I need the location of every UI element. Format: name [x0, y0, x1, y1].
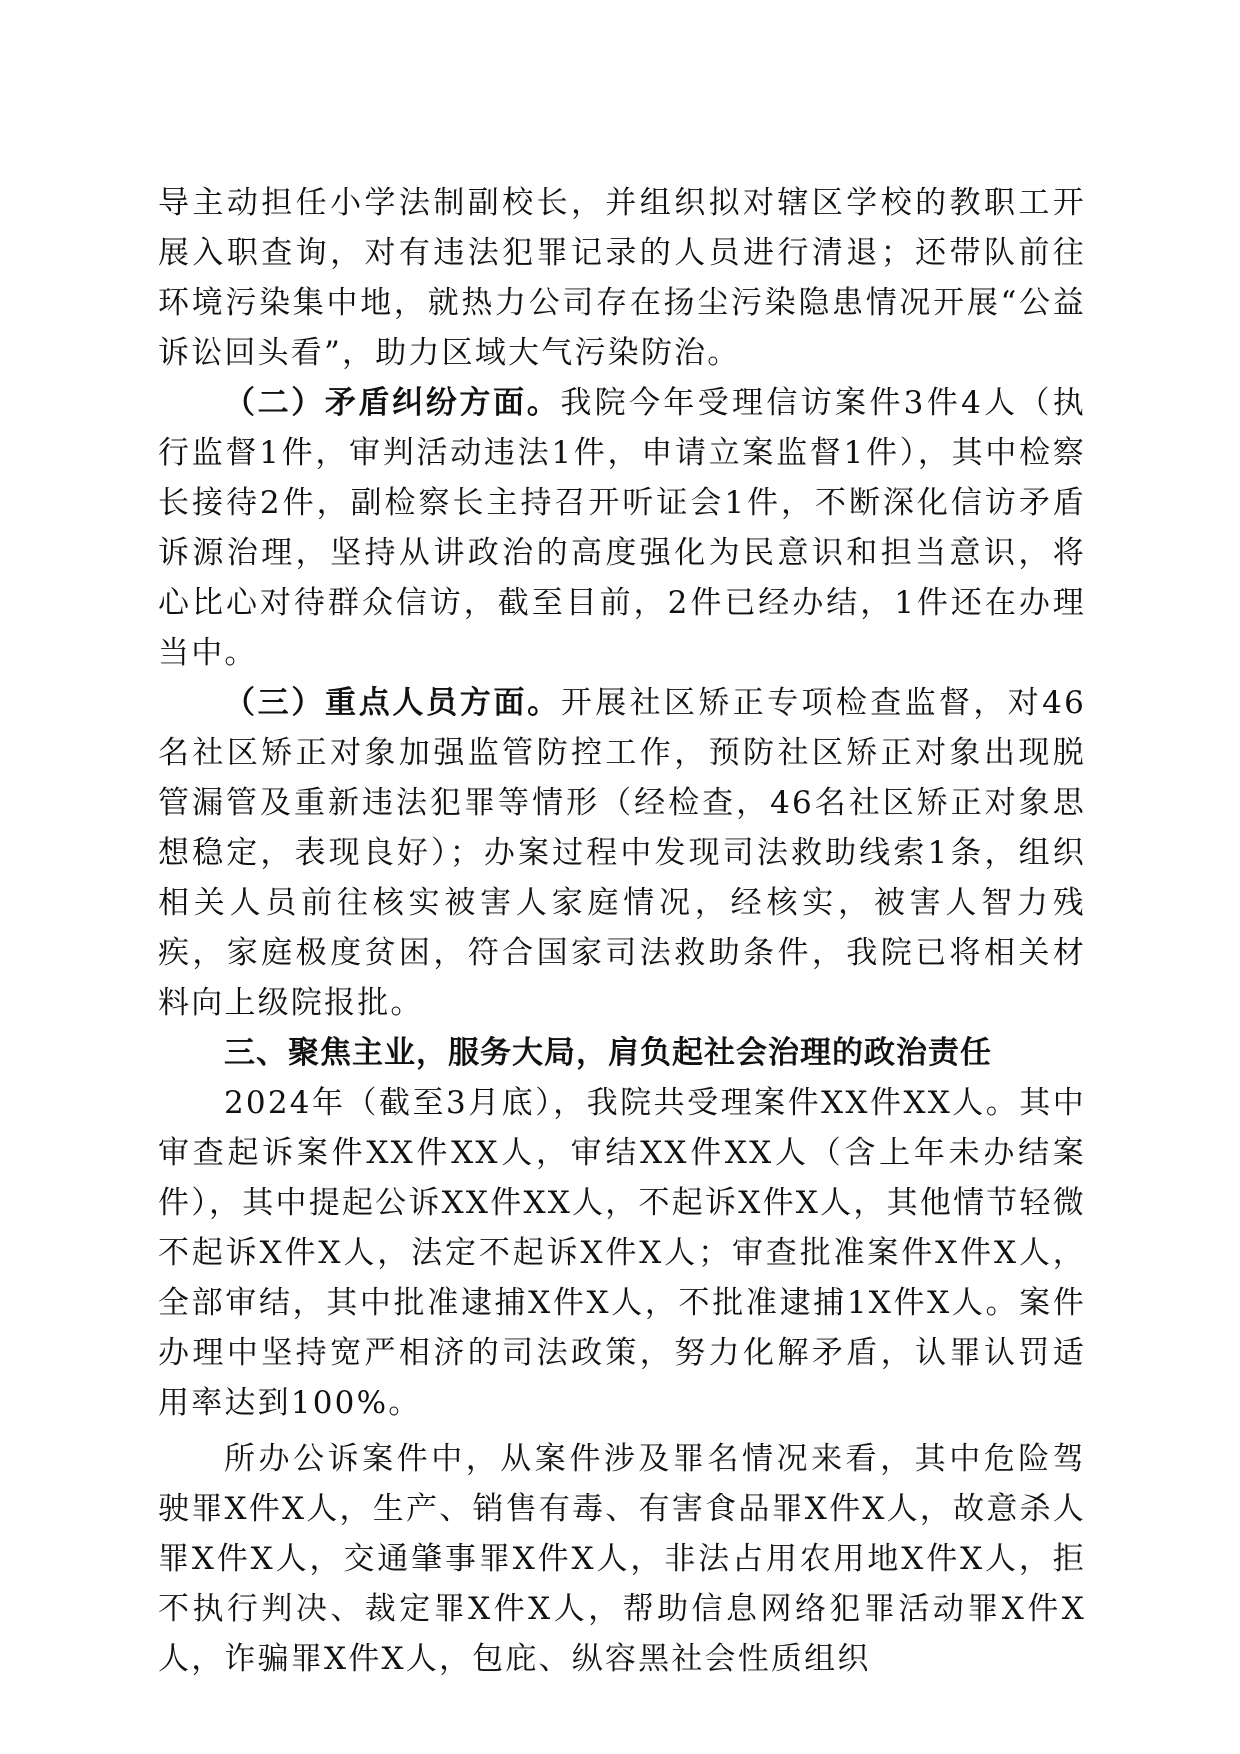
document-body: [158, 178, 1086, 1684]
subheading-key-personnel: （三）重点人员方面。: [224, 685, 561, 721]
subheading-dispute-resolution: （二）矛盾纠纷方面。: [224, 385, 561, 421]
dispute-resolution-text: 我院今年受理信访案件3件4人（执行监督1件，审判活动违法1件，申请立案监督1件），其中检察长接待2件，副检察长主持召开听证会1件，不断深化信访矛盾诉源治理，坚持从讲政治的高度强化为民意识和担当意识，将心比心对待群众信访，截至目前，2件已经办结，1件还在办理当中。: [158, 385, 1086, 671]
paragraph-case-statistics: 2024年（截至3月底），我院共受理案件XX件XX人。其中审查起诉案件XX件XX人，审结XX件XX人（含上年未办结案件），其中提起公诉XX件XX人，不起诉X件X人，其他情节轻微不起诉X件X人，法定不起诉X件X人；审查批准案件X件X人，全部审结，其中批准逮捕X件X人，不批准逮捕1X件X人。案件办理中坚持宽严相济的司法政策，努力化解矛盾，认罪认罚适用率达到100%。: [158, 1085, 1086, 1421]
paragraph-school-vice-principal: 导主动担任小学法制副校长，并组织拟对辖区学校的教职工开展入职查询，对有违法犯罪记录的人员进行清退；还带队前往环境污染集中地，就热力公司存在扬尘污染隐患情况开展“公益诉讼回头看”，助力区域大气污染防治。: [158, 185, 1086, 371]
paragraph-dispute-resolution: [158, 378, 1086, 678]
paragraph-charge-breakdown: 所办公诉案件中，从案件涉及罪名情况来看，其中危险驾驶罪X件X人，生产、销售有毒、有害食品罪X件X人，故意杀人罪X件X人，交通肇事罪X件X人，非法占用农用地X件X人，拒不执行判决、裁定罪X件X人，帮助信息网络犯罪活动罪X件X人，诈骗罪X件X人，包庇、纵容黑社会性质组织: [158, 1441, 1086, 1677]
key-personnel-text: 开展社区矫正专项检查监督，对46名社区矫正对象加强监管防控工作，预防社区矫正对象出现脱管漏管及重新违法犯罪等情形（经检查，46名社区矫正对象思想稳定，表现良好）；办案过程中发现司法救助线索1条，组织相关人员前往核实被害人家庭情况，经核实，被害人智力残疾，家庭极度贫困，符合国家司法救助条件，我院已将相关材料向上级院报批。: [158, 685, 1086, 1021]
section-three-title: 三、聚焦主业，服务大局，肩负起社会治理的政治责任: [224, 1035, 992, 1071]
paragraph-key-personnel: [158, 678, 1086, 1028]
